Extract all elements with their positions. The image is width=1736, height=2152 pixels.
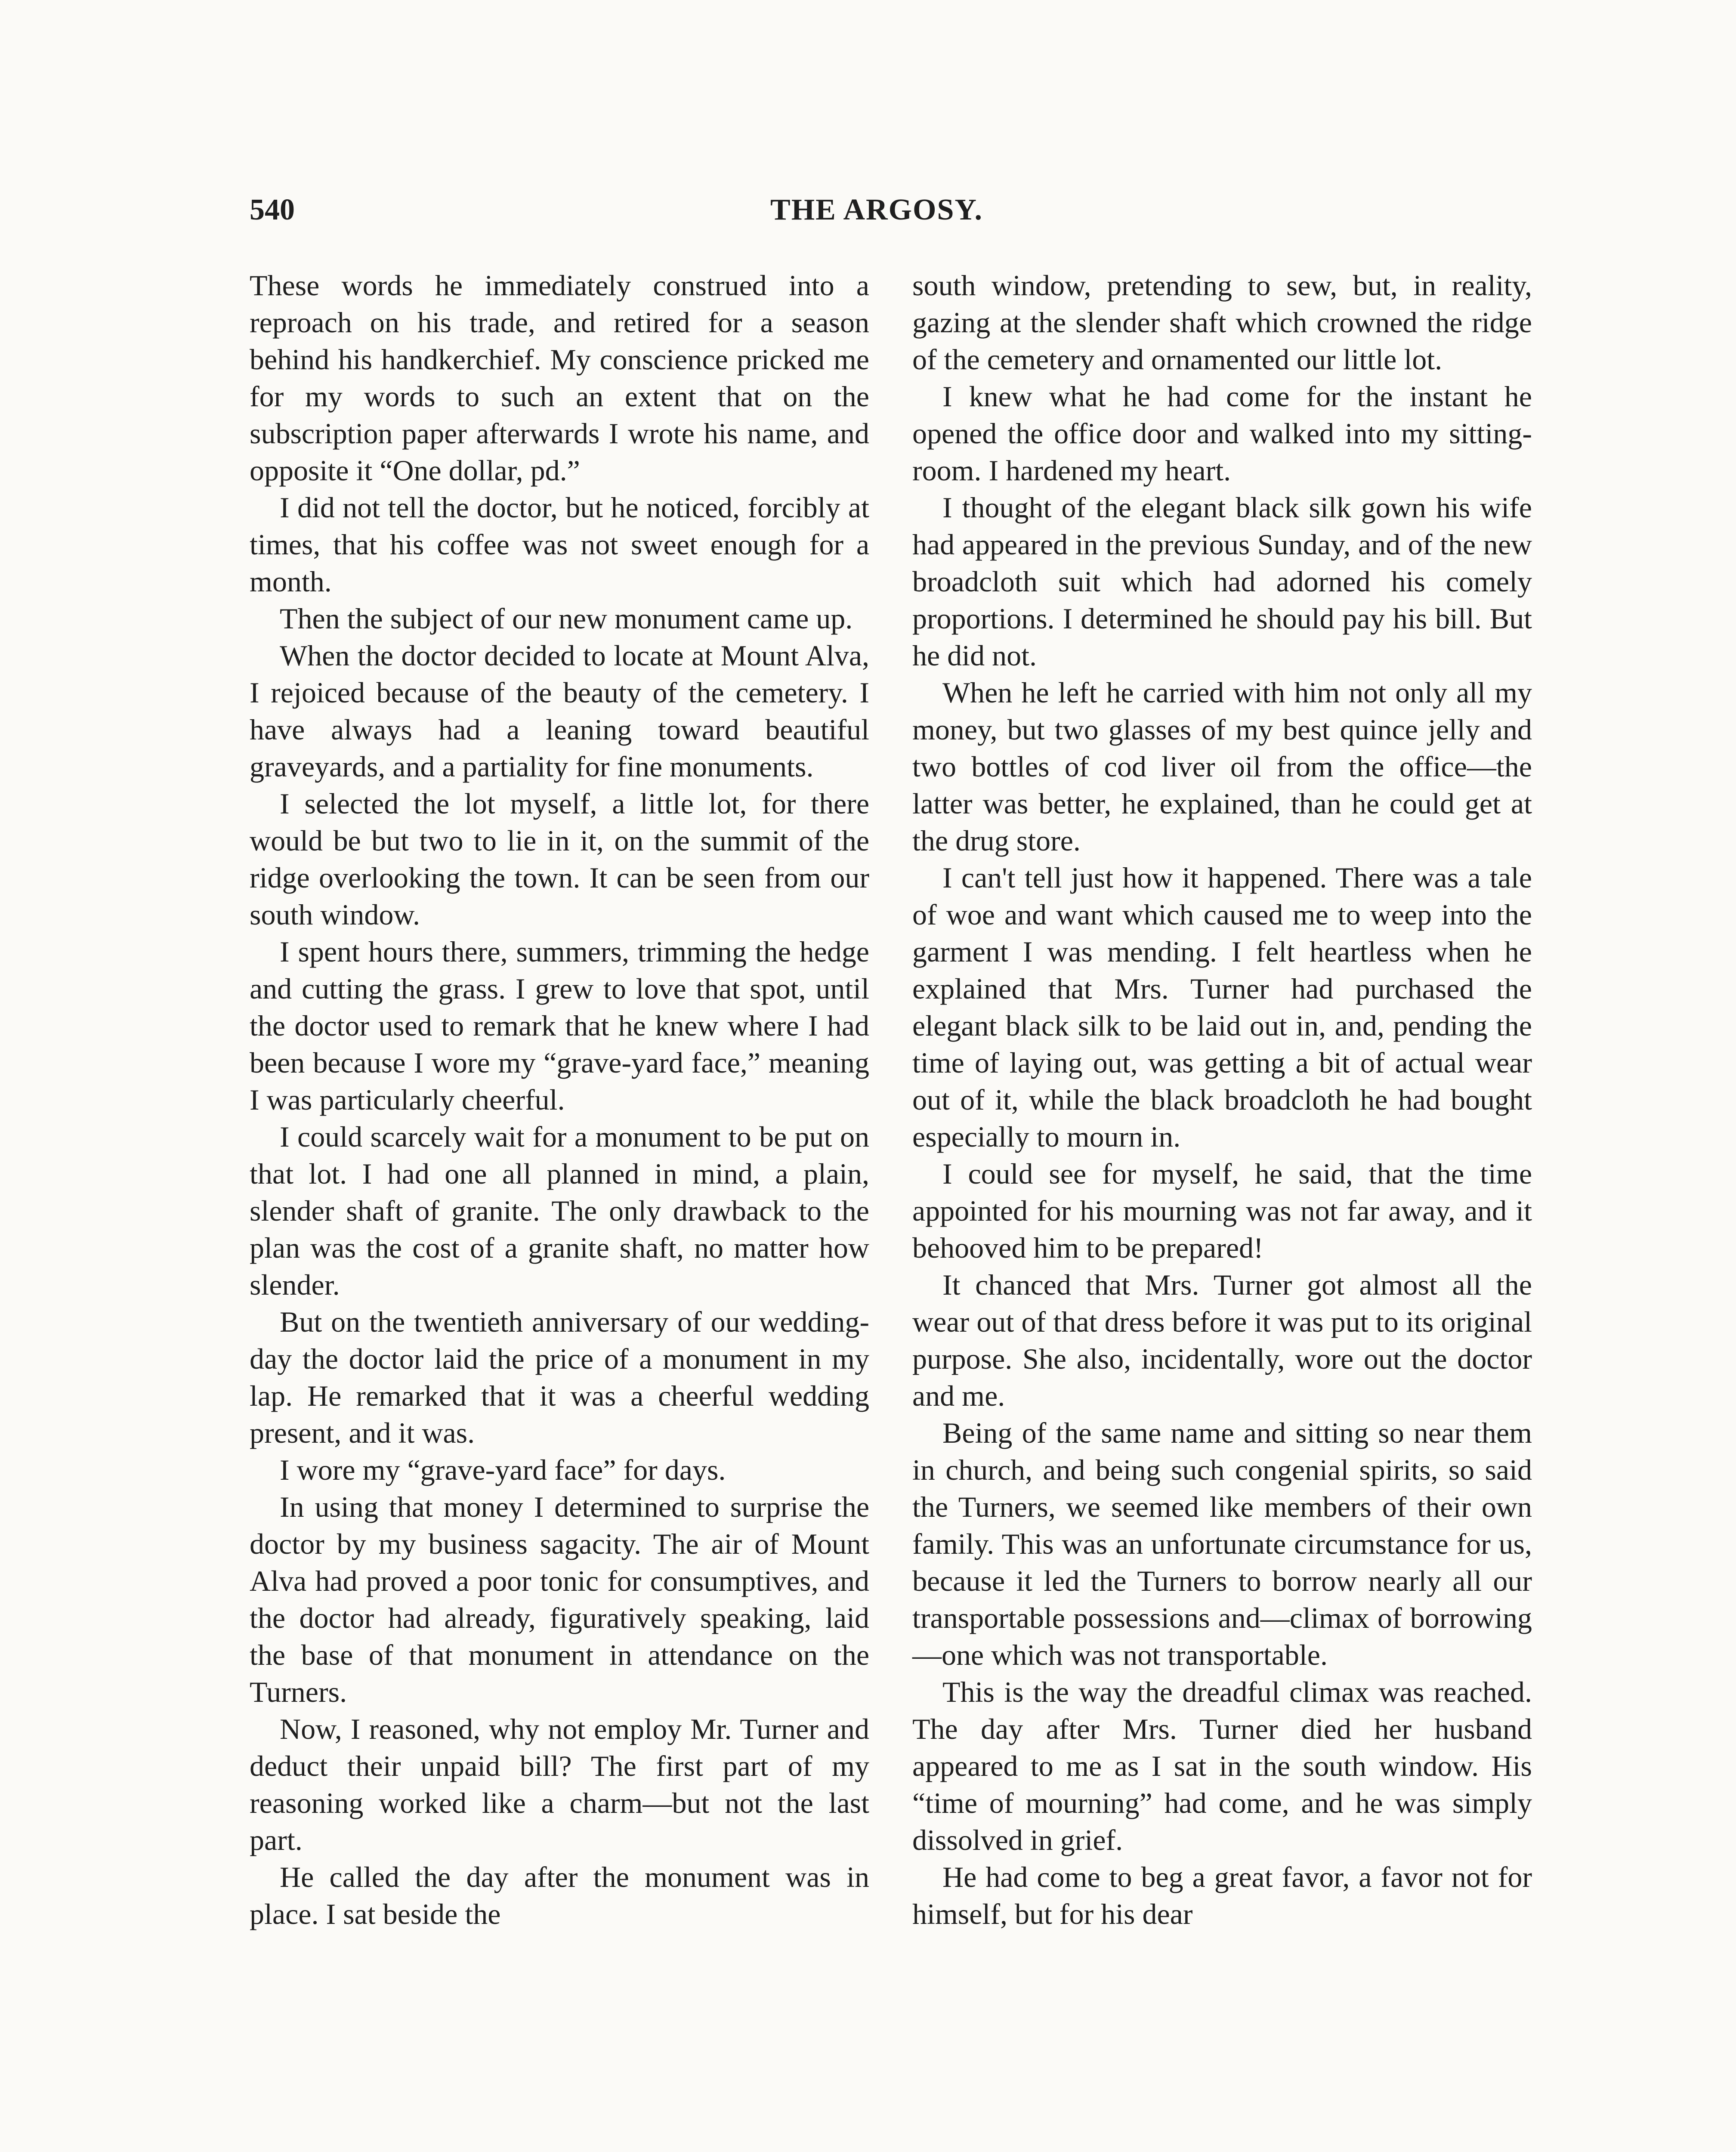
paragraph: I selected the lot myself, a little lot, for there would be but two to lie in it, on the summit of the ridge overlooking the town. It can be seen from our south window.	[250, 787, 869, 931]
paragraph: Then the subject of our new monument came up.	[280, 602, 853, 635]
paragraph: When he left he carried with him not only all my money, but two glasses of my best quince jelly and two bottles of cod liver oil from the office—the latter was better, he explained, than he could get at the drug store.	[912, 676, 1532, 857]
right-column	[912, 267, 1532, 1932]
paragraph: I wore my “grave-yard face” for days.	[280, 1453, 726, 1486]
paragraph: south window, pretending to sew, but, in reality, gazing at the slender shaft which crowned the ridge of the cemetery and ornamented our little lot.	[912, 269, 1532, 376]
paragraph: He had come to beg a great favor, a favor not for himself, but for his dear	[912, 1861, 1532, 1930]
paragraph: Now, I reasoned, why not employ Mr. Turner and deduct their unpaid bill? The first part of my reasoning worked like a charm—but not the last part.	[250, 1713, 869, 1856]
paragraph: This is the way the dreadful climax was reached. The day after Mrs. Turner died her husband appeared to me as I sat in the south window. His “time of mourning” had come, and he was simply dissolved in grief.	[912, 1676, 1532, 1856]
paragraph: In using that money I determined to surprise the doctor by my business sagacity. The air of Mount Alva had proved a poor tonic for consumptives, and the doctor had already, figuratively speaking, laid the base of that monument in attendance on the Turners.	[250, 1490, 869, 1708]
paragraph: I knew what he had come for the instant he opened the office door and walked into my sitting-room. I hardened my heart.	[912, 380, 1532, 487]
paragraph: I could see for myself, he said, that the time appointed for his mourning was not far away, and it behooved him to be prepared!	[912, 1157, 1532, 1264]
paragraph: When the doctor decided to locate at Mount Alva, I rejoiced because of the beauty of the cemetery. I have always had a leaning toward beautiful graveyards, and a partiality for fine monuments.	[250, 639, 869, 783]
paragraph: It chanced that Mrs. Turner got almost all the wear out of that dress before it was put to its original purpose. She also, incidentally, wore out the doctor and me.	[912, 1268, 1532, 1412]
paragraph: Being of the same name and sitting so near them in church, and being such congenial spirits, so said the Turners, we seemed like members of their own family. This was an unfortunate circumstance for us, because it led the Turners to borrow nearly all our transportable possessions and—climax of borrowing—one which was not transportable.	[912, 1416, 1532, 1671]
paragraph: But on the twentieth anniversary of our wedding-day the doctor laid the price of a monument in my lap. He remarked that it was a cheerful wedding present, and it was.	[250, 1305, 869, 1449]
left-column	[250, 267, 869, 1932]
paragraph: I did not tell the doctor, but he noticed, forcibly at times, that his coffee was not sweet enough for a month.	[250, 491, 869, 598]
paragraph: He called the day after the monument was in place. I sat beside the	[250, 1861, 869, 1930]
paragraph: I could scarcely wait for a monument to be put on that lot. I had one all planned in mind, a plain, slender shaft of granite. The only drawback to the plan was the cost of a granite shaft, no matter how slender.	[250, 1120, 869, 1301]
paragraph: I thought of the elegant black silk gown his wife had appeared in the previous Sunday, and of the new broadcloth suit which had adorned his comely proportions. I determined he should pay his bill. But he did not.	[912, 491, 1532, 672]
paragraph: These words he immediately construed into a reproach on his trade, and retired for a season behind his handkerchief. My conscience pricked me for my words to such an extent that on the subscription paper afterwards I wrote his name, and opposite it “One dollar, pd.”	[250, 269, 869, 487]
paragraph: I can't tell just how it happened. There was a tale of woe and want which caused me to weep into the garment I was mending. I felt heartless when he explained that Mrs. Turner had purchased the elegant black silk to be laid out in, and, pending the time of laying out, was getting a bit of actual wear out of it, while the black broadcloth he had bought especially to mourn in.	[912, 861, 1532, 1153]
paragraph: I spent hours there, summers, trimming the hedge and cutting the grass. I grew to love that spot, until the doctor used to remark that he knew where I had been because I wore my “grave-yard face,” meaning I was particularly cheerful.	[250, 935, 869, 1116]
page-number: 540	[250, 193, 295, 226]
running-head-title: THE ARGOSY.	[770, 193, 983, 226]
